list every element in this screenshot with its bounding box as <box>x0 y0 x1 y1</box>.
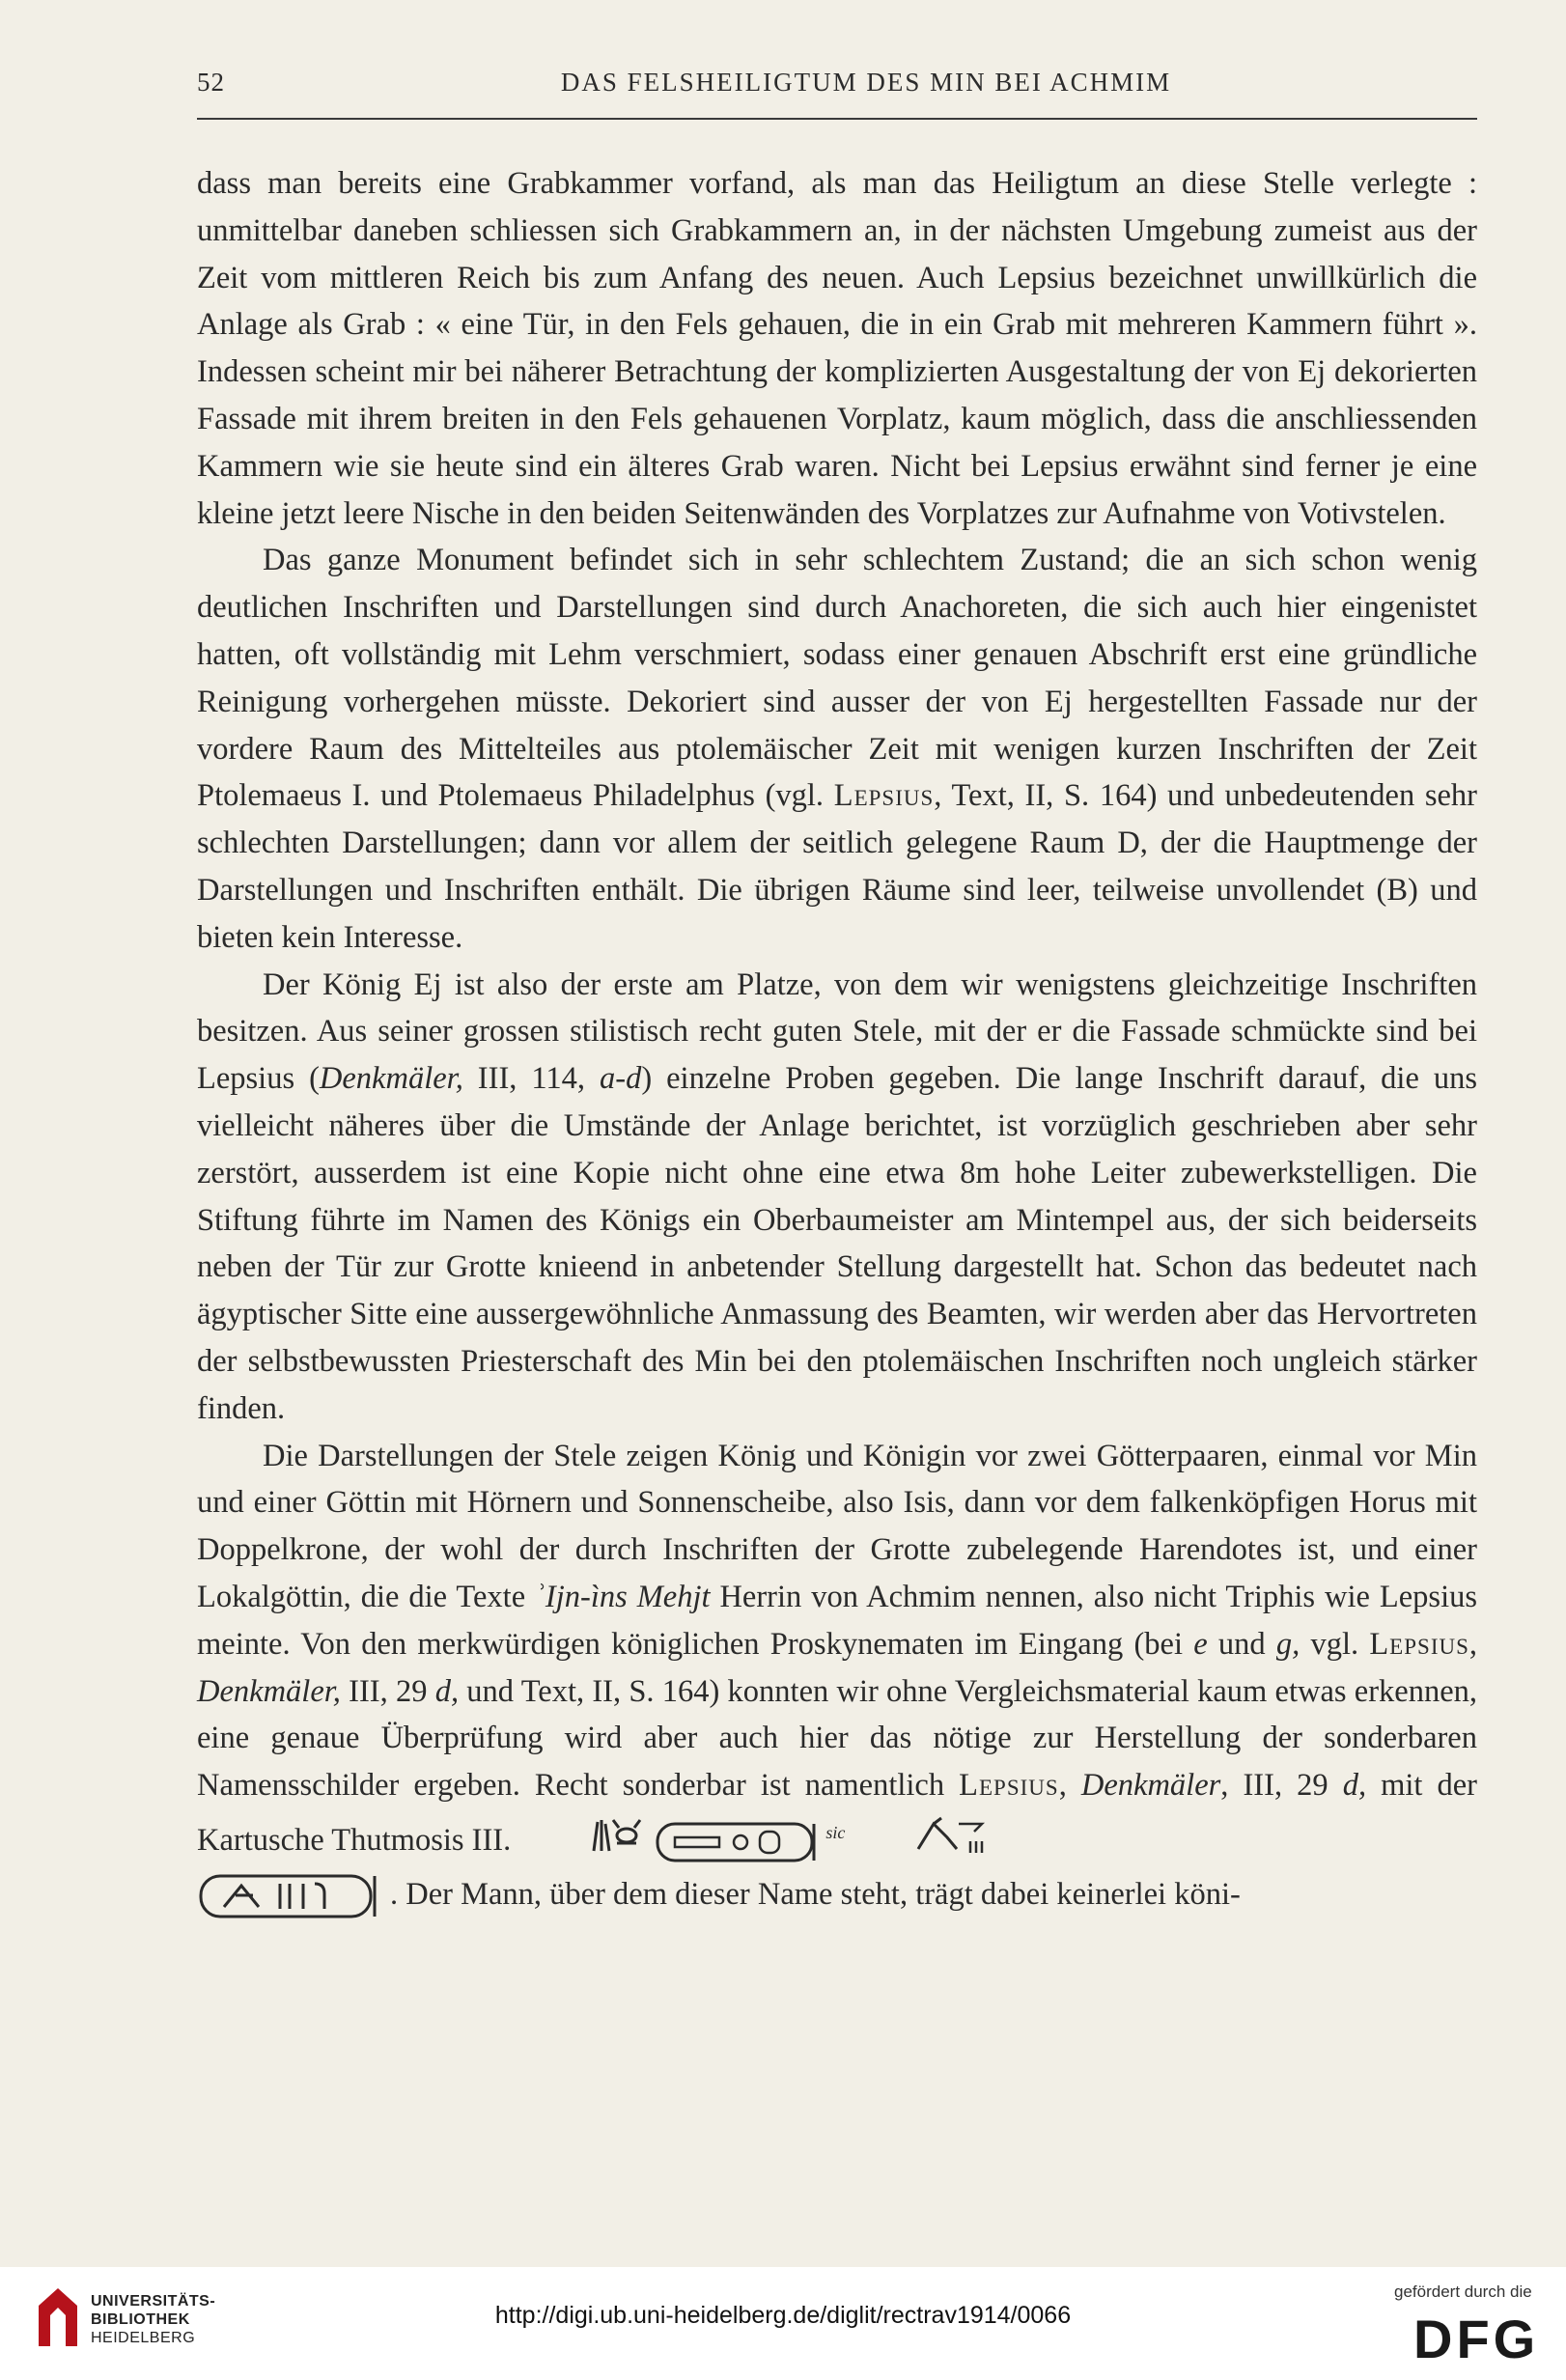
paragraph-4-text-k: . Der Mann, über dem dieser Name steht, trägt dabei keinerlei köni- <box>390 1876 1241 1912</box>
italic-letter: d, <box>434 1673 460 1709</box>
paragraph-3-text-c: ) einzelne Proben gegeben. Die lange Inschrift darauf, die uns vielleicht näheres über die Umstände der Anlage berichtet, ist vorzüglich geschrieben aber sehr zerstört, ausserdem ist eine Kopie nicht ohne eine etwa 8m hohe Leiter zubewerkstelligen. Die Stiftung führte im Namen des Königs ein Oberbaumeister am Mintempel aus, der sich beiderseits neben der Tür zur Grotte knieend in anbetender Stellung dargestellt hat. Schon das bedeutet nach ägyptischer Sitte eine aussergewöhnliche Anmassung des Beamten, wir werden aber das Hervortreten der selbstbewussten Priesterschaft des Min bei den ptolemäischen Inschriften noch ungleich stärker finden. <box>197 1061 1478 1426</box>
paragraph-4-text-j: mit der Kartusche Thutmosis III. <box>197 1768 1478 1858</box>
source-url-link[interactable]: http://digi.ub.uni-heidelberg.de/diglit/rectrav1914/0066 <box>494 2302 1072 2329</box>
paragraph-4-text-d: vgl. <box>1300 1626 1370 1662</box>
paragraph-4 <box>197 1433 1477 1921</box>
italic-citation: Denkmäler, <box>319 1061 463 1097</box>
hieroglyph-bird-icon <box>849 1814 986 1871</box>
paragraph-4-text-a: Die Darstellungen der Stele zeigen König und Königin vor zwei Götterpaaren, einmal vor Min und einer Göttin mit Hörnern und Sonnenscheibe, also Isis, dann vor dem falkenköpfigen Horus mit Doppelkrone, der wohl der durch Inschriften der Grotte zubelegende Harendotes ist, und einer Lokalgöttin, die die Texte <box>197 1438 1477 1614</box>
body-text <box>197 160 1477 1920</box>
paragraph-4-text-e: , <box>1468 1626 1477 1662</box>
library-name-line: BIBLIOTHEK <box>91 2311 190 2328</box>
footer <box>0 2267 1566 2380</box>
italic-citation: a-d <box>600 1061 642 1097</box>
paragraph-3-text-a: Der König Ej ist also der erste am Platze, von dem wir wenigstens gleichzeitige Inschriften besitzen. Aus seiner grossen stilistisch recht guten Stele, mit der er die Fassade schmückte sind bei Lepsius ( <box>197 966 1477 1097</box>
header-rule <box>197 118 1477 120</box>
running-head <box>197 64 1477 106</box>
paragraph-1 <box>197 160 1477 537</box>
paragraph-2-text-b: , Text, II, S. 164) und unbedeutenden sehr schlechten Darstellungen; dann vor allem der seitlich gelegene Raum D, der die Hauptmenge der Darstellungen und Inschriften enthält. Die übrigen Räume sind leer, teilweise unvollendet (B) und bieten kein Interesse. <box>197 778 1477 955</box>
italic-citation: Denkmäler, <box>197 1673 341 1709</box>
author-smallcaps: Lepsius <box>959 1768 1059 1804</box>
italic-letter: d, <box>1342 1768 1367 1804</box>
italic-citation: Denkmäler <box>1080 1768 1221 1804</box>
library-name-line: UNIVERSITÄTS- <box>91 2293 216 2310</box>
italic-transliteration: ʾIjn-ìns Mehjt <box>535 1579 711 1614</box>
paragraph-3 <box>197 962 1477 1433</box>
page-number: 52 <box>197 68 225 97</box>
page-title: DAS FELSHEILIGTUM DES MIN BEI ACHMIM <box>560 68 1172 97</box>
paragraph-4-text-b: Herrin von Achmim nennen, also nicht Triphis wie Lepsius meinte. Von den merkwürdigen königlichen Proskynematen im Eingang (bei <box>197 1579 1477 1662</box>
author-smallcaps: Lepsius <box>833 778 935 814</box>
hieroglyph-cartouche-icon <box>197 1872 382 1920</box>
paragraph-1-text: dass man bereits eine Grabkammer vorfand, als man das Heiligtum an diese Stelle verlegte : unmittelbar daneben schliessen sich Grabkammern an, in der nächsten Umgebung zumeist aus der Zeit vom mittleren Reich bis zum Anfang des neuen. Auch Lepsius bezeichnet unwillkürlich die Anlage als Grab : « eine Tür, in den Fels gehauen, die in ein Grab mit mehreren Kammern führt ». Indessen scheint mir bei näherer Betrachtung der komplizierten Ausgestaltung der von Ej dekorierten Fassade mit ihrem breiten in den Fels gehauenen Vorplatz, kaum möglich, dass die anschliessenden Kammern wie sie heute sind ein älteres Grab waren. Nicht bei Lepsius erwähnt sind ferner je eine kleine jetzt leere Nische in den beiden Seitenwänden des Vorplatzes zur Aufnahme von Votivstelen. <box>197 166 1477 531</box>
paragraph-4-text-g: und Text, II, S. 164) konnten wir ohne Vergleichsmaterial kaum etwas erkennen, eine genaue Überprüfung wird aber auch hier das nötige zur Herstellung der sonderbaren Namensschilder ergeben. Recht sonderbar ist namentlich <box>197 1673 1478 1804</box>
paragraph-4-text-i: , III, 29 <box>1220 1768 1343 1804</box>
paragraph-4-text-f: III, 29 <box>340 1673 435 1709</box>
hieroglyph-cartouche-icon <box>654 1820 820 1864</box>
author-smallcaps: Lepsius <box>1369 1626 1469 1662</box>
paragraph-2-text-a: Das ganze Monument befindet sich in sehr schlechtem Zustand; die an sich schon wenig deutlichen Inschriften und Darstellungen sind durch Anachoreten, die sich auch hier eingenistet hatten, oft vollständig mit Lehm verschmiert, sodass einer genauen Abschrift erst eine gründliche Reinigung vorhergehen müsste. Dekoriert sind ausser der von Ej hergestellten Fassade nur der vordere Raum des Mittelteiles aus ptolemäischer Zeit mit wenigen kurzen Inschriften der Zeit Ptolemaeus I. und Ptolemaeus Philadelphus (vgl. <box>197 543 1477 814</box>
funded-by-label: gefördert durch die <box>1394 2282 1532 2301</box>
paragraph-4-text-c: und <box>1207 1626 1276 1662</box>
italic-letter: g, <box>1275 1626 1300 1662</box>
paragraph-4-text-h: , <box>1058 1768 1081 1804</box>
sic-annotation: sic <box>825 1822 846 1842</box>
svg-text:DFG: DFG <box>1413 2311 1540 2362</box>
hieroglyph-sedge-bee-icon <box>522 1814 644 1871</box>
italic-letter: e <box>1193 1626 1208 1662</box>
paragraph-2 <box>197 537 1477 961</box>
library-name-line: HEIDELBERG <box>91 2330 196 2346</box>
paragraph-3-text-b: III, 114, <box>462 1061 601 1097</box>
dfg-logo-icon <box>1413 2311 1545 2362</box>
